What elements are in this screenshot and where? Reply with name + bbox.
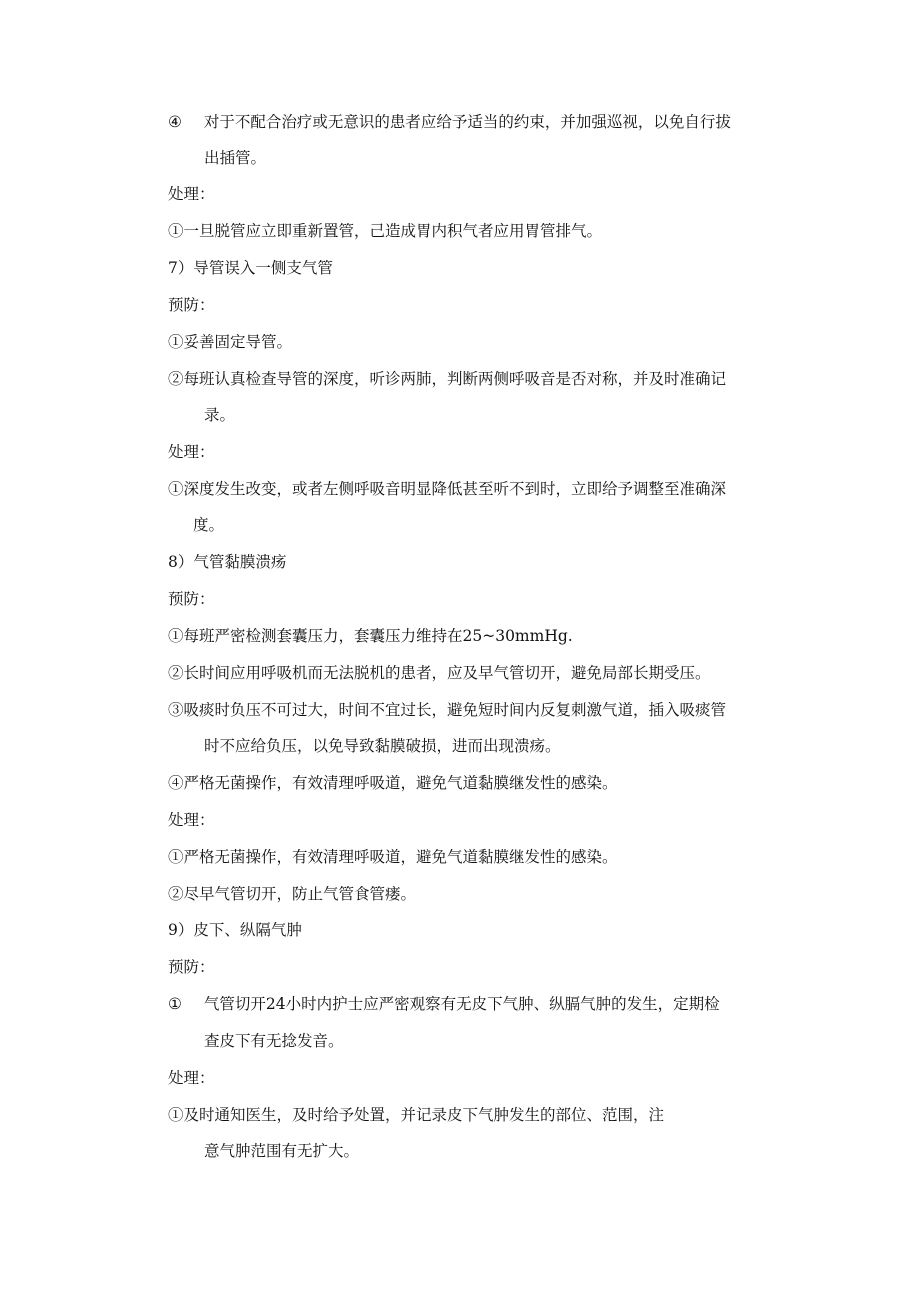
- continuation-line: 时不应给负压，以免导致黏膜破损，进而出现溃疡。: [204, 737, 561, 755]
- section-label-treatment: 处理：: [168, 811, 215, 829]
- prevention-item-2: ②长时间应用呼吸机而无法脱机的患者，应及早气管切开，避免局部长期受压。: [168, 664, 711, 682]
- continuation-line: 出插管。: [204, 149, 267, 167]
- item-text: 气管切开24小时内护士应严密观察有无皮下气肿、纵膈气肿的发生，定期检: [203, 995, 720, 1013]
- section-label-prevention: 预防：: [168, 590, 215, 608]
- continuation-line: 意气肿范围有无扩大。: [204, 1142, 360, 1160]
- section-label-prevention: 预防：: [168, 958, 215, 976]
- continuation-line: 查皮下有无捻发音。: [204, 1032, 344, 1050]
- prevention-item-4: [168, 112, 731, 132]
- item-number: ①: [168, 995, 182, 1013]
- treatment-item-1: ①严格无菌操作，有效清理呼吸道，避免气道黏膜继发性的感染。: [168, 848, 618, 866]
- continuation-line: 录。: [204, 406, 236, 424]
- section-label-prevention: 预防：: [168, 296, 215, 314]
- treatment-item-1: ①一旦脱管应立即重新置管，己造成胃内积气者应用胃管排气。: [168, 222, 603, 240]
- prevention-item-2: ②每班认真检查导管的深度，听诊两肺，判断两侧呼吸音是否对称，并及时准确记: [168, 370, 727, 388]
- treatment-item-1: ①深度发生改变，或者左侧呼吸音明显降低甚至听不到时，立即给予调整至准确深: [168, 480, 727, 498]
- section-heading-8: 8）气管黏膜溃疡: [168, 553, 287, 571]
- item-text: 对于不配合治疗或无意识的患者应给予适当的约束，并加强巡视，以免自行拔: [203, 113, 731, 131]
- section-label-treatment: 处理：: [168, 443, 215, 461]
- section-label-treatment: 处理：: [168, 185, 215, 203]
- treatment-item-1: ①及时通知医生，及时给予处置，并记录皮下气肿发生的部位、范围，注: [168, 1106, 665, 1124]
- section-heading-7: 7）导管误入一侧支气管: [168, 259, 333, 277]
- prevention-item-4: ④严格无菌操作，有效清理呼吸道，避免气道黏膜继发性的感染。: [168, 774, 618, 792]
- prevention-item-1: [168, 994, 720, 1014]
- item-number: ④: [168, 113, 182, 131]
- section-heading-9: 9）皮下、纵隔气肿: [168, 921, 302, 939]
- prevention-item-1: ①妥善固定导管。: [168, 333, 293, 351]
- prevention-item-1: ①每班严密检测套囊压力，套囊压力维持在25~30mmHg.: [168, 627, 573, 645]
- section-label-treatment: 处理：: [168, 1069, 215, 1087]
- continuation-line: 度。: [193, 516, 225, 534]
- prevention-item-3: ③吸痰时负压不可过大，时间不宜过长，避免短时间内反复刺激气道，插入吸痰管: [168, 701, 727, 719]
- treatment-item-2: ②尽早气管切开，防止气管食管瘘。: [168, 885, 417, 903]
